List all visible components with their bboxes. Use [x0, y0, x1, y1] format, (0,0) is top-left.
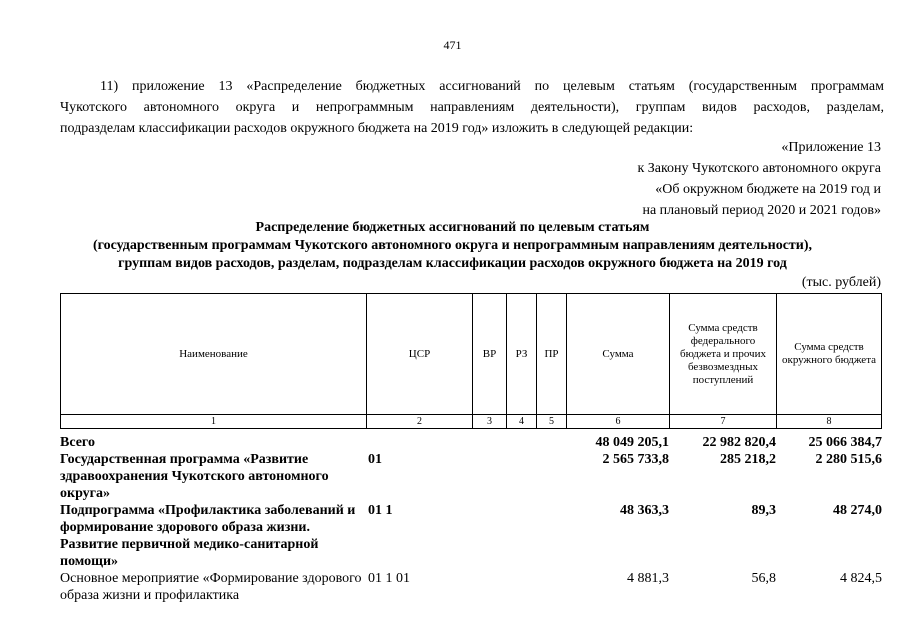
- table-row: [60, 434, 883, 451]
- row-federal: 285 218,2: [720, 452, 776, 467]
- row-name: Подпрограмма «Профилактика заболеваний и формирование здорового образа жизни. Развитие первичной медико-санитарной помощи»: [60, 503, 356, 569]
- row-district: 48 274,0: [833, 503, 882, 518]
- row-district: 4 824,5: [840, 571, 882, 586]
- row-federal: 22 982 820,4: [702, 435, 776, 450]
- table-header: [60, 293, 882, 429]
- row-vr: [472, 451, 506, 502]
- row-district: 25 066 384,7: [808, 435, 882, 450]
- row-rz: [506, 570, 536, 604]
- column-number: 2: [367, 415, 473, 429]
- row-rz: [506, 502, 536, 570]
- row-district: 2 280 515,6: [815, 452, 882, 467]
- row-pr: [536, 570, 566, 604]
- row-pr: [536, 502, 566, 570]
- header-csr: ЦСР: [367, 294, 473, 415]
- row-rz: [506, 451, 536, 502]
- column-number: 5: [537, 415, 567, 429]
- document-title: [0, 219, 905, 273]
- units-label: (тыс. рублей): [801, 275, 881, 290]
- column-number: 7: [670, 415, 777, 429]
- column-number: 1: [61, 415, 367, 429]
- header-rz: РЗ: [507, 294, 537, 415]
- row-csr: [366, 434, 472, 451]
- row-federal: 56,8: [751, 571, 776, 586]
- header-district: Сумма средств окружного бюджета: [777, 294, 882, 415]
- table-body: [60, 434, 883, 604]
- column-number: 4: [507, 415, 537, 429]
- column-number-row: [61, 415, 882, 429]
- row-vr: [472, 502, 506, 570]
- intro-paragraph: [60, 76, 884, 139]
- header-row: [61, 294, 882, 415]
- header-pr: ПР: [537, 294, 567, 415]
- header-vr: ВР: [473, 294, 507, 415]
- column-number: 8: [777, 415, 882, 429]
- header-federal: Сумма средств федерального бюджета и прочих безвозмездных поступлений: [670, 294, 777, 415]
- table-row: [60, 451, 883, 502]
- title-line: Распределение бюджетных ассигнований по целевым статьям: [255, 220, 650, 235]
- row-sum: 48 363,3: [620, 503, 669, 518]
- row-sum: 48 049 205,1: [595, 435, 669, 450]
- row-name: Государственная программа «Развитие здравоохранения Чукотского автономного округа»: [60, 452, 329, 501]
- row-vr: [472, 570, 506, 604]
- header-sum: Сумма: [567, 294, 670, 415]
- row-sum: 2 565 733,8: [602, 452, 669, 467]
- column-number: 6: [567, 415, 670, 429]
- row-name: Основное мероприятие «Формирование здорового образа жизни и профилактика: [60, 571, 362, 603]
- table-row: [60, 570, 883, 604]
- intro-line: 11) приложение 13 «Распределение бюджетных ассигнований по целевым статьям (государственным программам: [100, 79, 884, 94]
- row-rz: [506, 434, 536, 451]
- intro-line: Чукотского автономного округа и непрограммным направлениям деятельности), группам видов расходов, разделам,: [60, 100, 884, 115]
- column-number: 3: [473, 415, 507, 429]
- table-row: [60, 502, 883, 570]
- page-number: 471: [443, 38, 462, 52]
- row-pr: [536, 434, 566, 451]
- title-line: группам видов расходов, разделам, подразделам классификации расходов окружного бюджета на 2019 год: [118, 256, 787, 271]
- row-federal: 89,3: [751, 503, 776, 518]
- row-pr: [536, 451, 566, 502]
- appendix-line: «Об окружном бюджете на 2019 год и: [655, 182, 881, 197]
- row-csr: 01 1 01: [368, 571, 410, 586]
- row-csr: 01: [368, 452, 382, 467]
- row-csr: 01 1: [368, 503, 393, 518]
- appendix-line: на плановый период 2020 и 2021 годов»: [642, 203, 881, 218]
- intro-line: подразделам классификации расходов окружного бюджета на 2019 год» изложить в следующей редакции:: [60, 121, 694, 136]
- row-vr: [472, 434, 506, 451]
- header-name: Наименование: [61, 294, 367, 415]
- appendix-line: «Приложение 13: [781, 140, 881, 155]
- appendix-header: [637, 137, 881, 221]
- title-line: (государственным программам Чукотского автономного округа и непрограммным направлениям деятельности),: [92, 238, 813, 253]
- row-sum: 4 881,3: [627, 571, 669, 586]
- appendix-line: к Закону Чукотского автономного округа: [637, 161, 881, 176]
- row-name: Всего: [60, 435, 95, 450]
